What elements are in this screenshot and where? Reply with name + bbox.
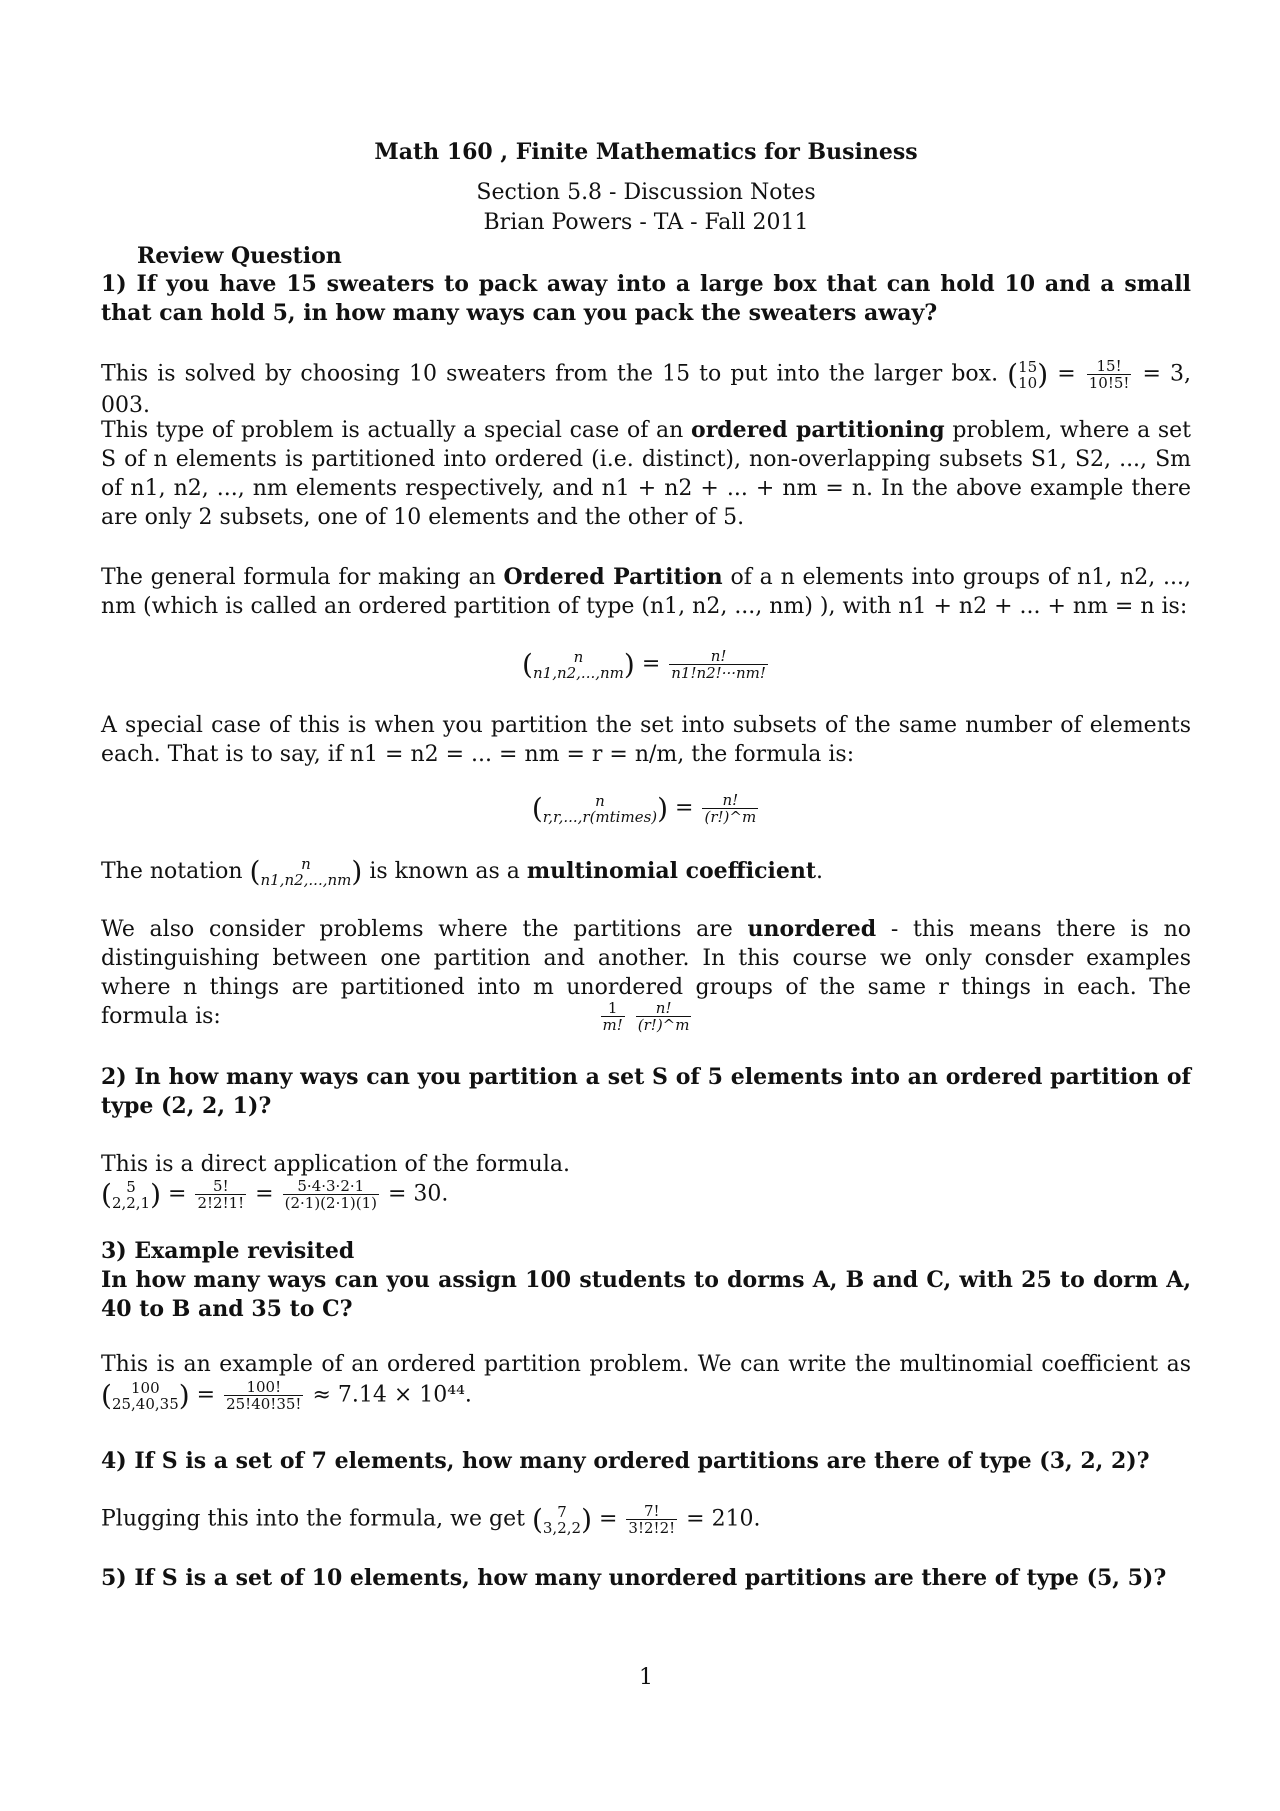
term-ordered-partition: Ordered Partition	[503, 564, 723, 590]
answer-2-formula: ( 5 2,2,1 ) = $\frac{5!}{2!2!1!}$ = $\frac{5\cdot 4\cdot 3\cdot 2\cdot 1}{(2\cdot 1)(2\cdot 1)(1)}$ = 30.	[101, 1177, 449, 1212]
partition-paragraph-4: The notation ( n n1,n2,...,nm ) is known as a multinomial coefficient.	[101, 855, 824, 889]
term-unordered: unordered	[747, 916, 877, 942]
question-1: 1) If you have 15 sweaters to pack away into a large box that can hold 10 and a small that can hold 5, in how many ways can you pack the sweaters away?	[101, 271, 1191, 326]
partition-paragraph-2: The general formula for making an Ordered Partition of a n elements into groups of n1, n2, ..., nm (which is called an ordered partition of type (n1, n2, ..., nm) ), with n1 + n2 + ... + nm = n is:	[101, 564, 1192, 619]
term-ordered-partitioning: ordered partitioning	[691, 417, 945, 443]
answer-4-text: Plugging this into the formula, we get	[101, 1506, 525, 1532]
fraction-15-over-10-5: $\frac{15!}{10!5!}$	[1088, 357, 1130, 392]
formula-unordered-partition: $\frac{1}{m!}$ $\frac{n!}{(r!)\^{}m}$	[602, 999, 690, 1034]
answer-3-text: This is an example of an ordered partition problem. We can write the multinomial coefficient as	[101, 1352, 1191, 1377]
term-multinomial-coefficient: multinomial coefficient	[526, 858, 817, 884]
answer-1-text: This is solved by choosing 10 sweaters from the 15 to put into the larger box.	[101, 361, 999, 387]
doc-title: Math 160 , Finite Mathematics for Business	[374, 139, 918, 165]
partition-paragraph-3: A special case of this is when you partition the set into subsets of the same number of elements each. That is to say, if n1 = n2 = ... = nm = r = n/m, the formula is:	[101, 713, 1191, 767]
partition-paragraph-1: This type of problem is actually a special case of an ordered partitioning problem, where a set S of n elements is partitioned into ordered (i.e. distinct), non-overlapping subsets S1, S2, ..., Sm of n1, n2, ..., nm elements respectively, and n1 + n2 + ... + nm = n. In the above example there are only 2 subsets, one of 10 elements and the other of 5.	[101, 417, 1192, 530]
doc-author: Brian Powers - TA - Fall 2011	[483, 210, 809, 235]
doc-subtitle: Section 5.8 - Discussion Notes	[476, 180, 816, 205]
question-3: In how many ways can you assign 100 students to dorms A, B and C, with 25 to dorm A, 40 to B and 35 to C?	[101, 1267, 1191, 1322]
formula-equal-partition: ( n r,r,...,r(mtimes) ) = $\frac{n!}{(r!)\^{}m}$	[531, 791, 757, 826]
review-heading: Review Question	[137, 243, 342, 269]
answer-1: This is solved by choosing 10 sweaters from the 15 to put into the larger box. ( 15 10 ) = $\frac{15!}{10!5!}$ = 3, 003.	[101, 357, 1192, 418]
answer-3-result: ≈ 7.14 × 10⁴⁴.	[312, 1382, 472, 1408]
question-3-heading: 3) Example revisited	[101, 1238, 355, 1264]
formula-ordered-partition: ( n n1,n2,...,nm ) = $\frac{n!}{n1!n2!\cdot\cdot\cdot nm!}$	[522, 647, 766, 682]
answer-2-text: This is a direct application of the formula.	[101, 1152, 570, 1177]
answer-4: Plugging this into the formula, we get ( 7 3,2,2 ) = $\frac{7!}{3!2!2!}$ = 210.	[101, 1502, 761, 1537]
question-2: 2) In how many ways can you partition a set S of 5 elements into an ordered partition of type (2, 2, 1)?	[101, 1064, 1191, 1119]
answer-1-result: = 3, 003.	[101, 361, 1192, 418]
answer-3: This is an example of an ordered partition problem. We can write the multinomial coefficient as ( 100 25,40,35 ) = $\frac{100!}{25!40!35!}$ ≈ 7.14 × 10⁴⁴.	[101, 1352, 1191, 1413]
page-number: 1	[639, 1665, 653, 1690]
question-5: 5) If S is a set of 10 elements, how many unordered partitions are there of type (5, 5)?	[101, 1565, 1167, 1591]
question-4: 4) If S is a set of 7 elements, how many ordered partitions are there of type (3, 2, 2)?	[101, 1448, 1150, 1474]
binom-15-10: ( 15 10 )	[1007, 357, 1049, 392]
answer-4-result: = 210.	[686, 1506, 761, 1532]
partition-paragraph-5: We also consider problems where the partitions are unordered - this means there is no distinguishing between one partition and another. In this course we only consder examples where n things are partitioned into m unordered groups of the same r things in each. The formula is:	[101, 916, 1191, 1029]
answer-2-result: = 30.	[387, 1181, 449, 1207]
